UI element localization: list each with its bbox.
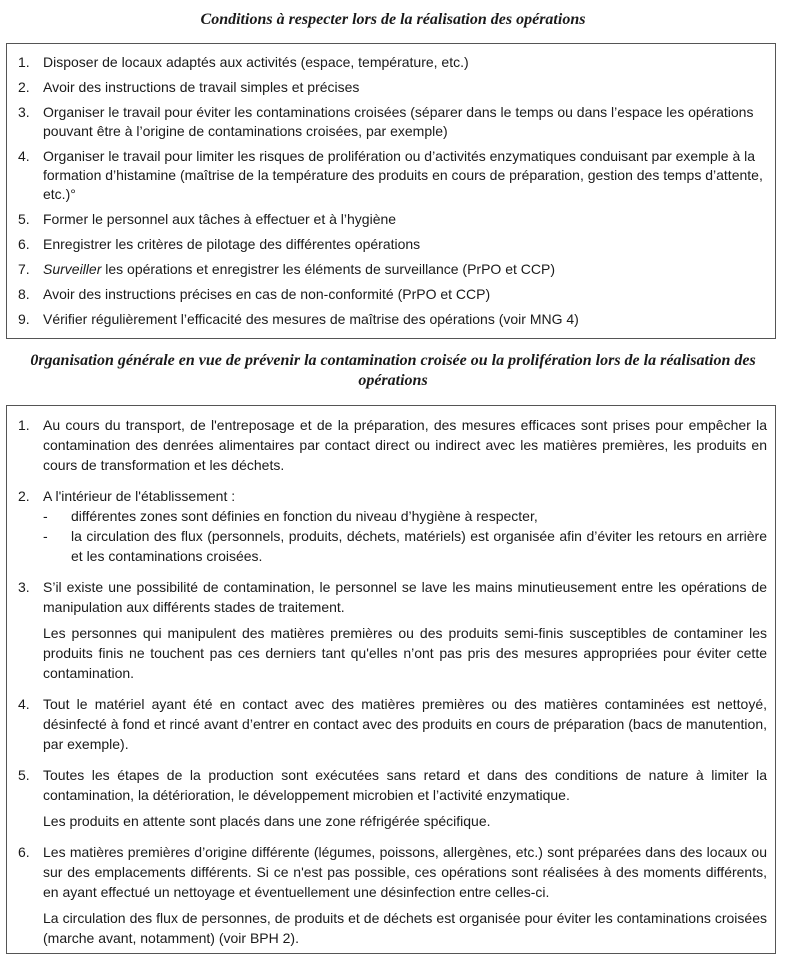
list-item: 2. Avoir des instructions de travail simples et précises: [18, 79, 360, 95]
list-item: 1. Disposer de locaux adaptés aux activités (espace, température, etc.): [18, 54, 469, 70]
list-item: 5. Toutes les étapes de la production sont exécutées sans retard et dans des conditions de nature à limiter la contamination, la détérioration, le développement microbien et l’activité enzymatique. Les produits en attente sont placés dans une zone réfrigérée spécifique.: [18, 767, 767, 829]
conditions-box: [6, 43, 776, 339]
list-item: 6. Les matières premières d’origine différente (légumes, poissons, allergènes, etc.) sont préparées dans des locaux ou sur des emplacements différents. Si ce n'est pas possible, ces opérations sont réalisées à des moments différents, en ayant effectué un nettoyage et éventuellement une désinfection entre celles-ci. La circulation des flux de personnes, de produits et de déchets est organisée pour éviter les contaminations croisées (marche avant, notamment) (voir BPH 2).: [18, 844, 767, 946]
conditions-list: [13, 53, 763, 329]
organisation-list: [13, 415, 767, 948]
organisation-box: [6, 405, 776, 954]
list-item: 2. A l'intérieur de l'établissement : - différentes zones sont définies en fonction du niveau d’hygiène à respecter, - la circulation des flux (personnels, produits, déchets, matériels) est organisée afin d’éviter les retours en arrière et les contaminations croisées.: [18, 488, 767, 564]
list-item: 4. Organiser le travail pour limiter les risques de prolifération ou d’activités enzymatiques conduisant par exemple à la formation d’histamine (maîtrise de la température des produits en cours de préparation, gestion des temps d’attente, etc.)°: [18, 148, 763, 202]
dash-item: - différentes zones sont définies en fonction du niveau d’hygiène à respecter,: [43, 508, 538, 524]
list-item: 7. Surveiller les opérations et enregistrer les éléments de surveillance (PrPO et CCP): [18, 261, 555, 277]
list-item: 1. Au cours du transport, de l'entreposage et de la préparation, des mesures efficaces sont prises pour empêcher la contamination des denrées alimentaires par contact direct ou indirect avec les matières premières, les produits en cours de transformation et les déchets.: [18, 417, 767, 473]
list-item: 8. Avoir des instructions précises en cas de non-conformité (PrPO et CCP): [18, 286, 491, 302]
list-item: 9. Vérifier régulièrement l’efficacité des mesures de maîtrise des opérations (voir MNG 4): [18, 311, 579, 327]
section2-title: 0rganisation générale en vue de prévenir la contamination croisée ou la prolifération lors de la réalisation des opérations: [30, 352, 756, 389]
list-item: 3. Organiser le travail pour éviter les contaminations croisées (séparer dans le temps ou dans l’espace les opérations pouvant être à l’origine de contaminations croisées, par exemple): [18, 104, 754, 139]
list-item: 5. Former le personnel aux tâches à effectuer et à l’hygiène: [18, 211, 397, 227]
section1-title: Conditions à respecter lors de la réalisation des opérations: [200, 11, 586, 28]
dash-item: - la circulation des flux (personnels, produits, déchets, matériels) est organisée afin d’éviter les retours en arrière et les contaminations croisées.: [43, 528, 767, 564]
list-item: 4. Tout le matériel ayant été en contact avec des matières premières ou des matières contaminées est nettoyé, désinfecté à fond et rincé avant d’entrer en contact avec des produits en cours de préparation (bacs de manutention, par exemple).: [18, 696, 767, 752]
list-item: 6. Enregistrer les critères de pilotage des différentes opérations: [18, 236, 421, 252]
list-item: 3. S’il existe une possibilité de contamination, le personnel se lave les mains minutieusement entre les opérations de manipulation aux différents stades de traitement. Les personnes qui manipulent des matières premières ou des produits semi-finis susceptibles de contaminer les produits finis ne touchent pas ces derniers tant qu'elles n’ont pas pris des mesures appropriées pour éviter cette contamination.: [18, 579, 767, 681]
